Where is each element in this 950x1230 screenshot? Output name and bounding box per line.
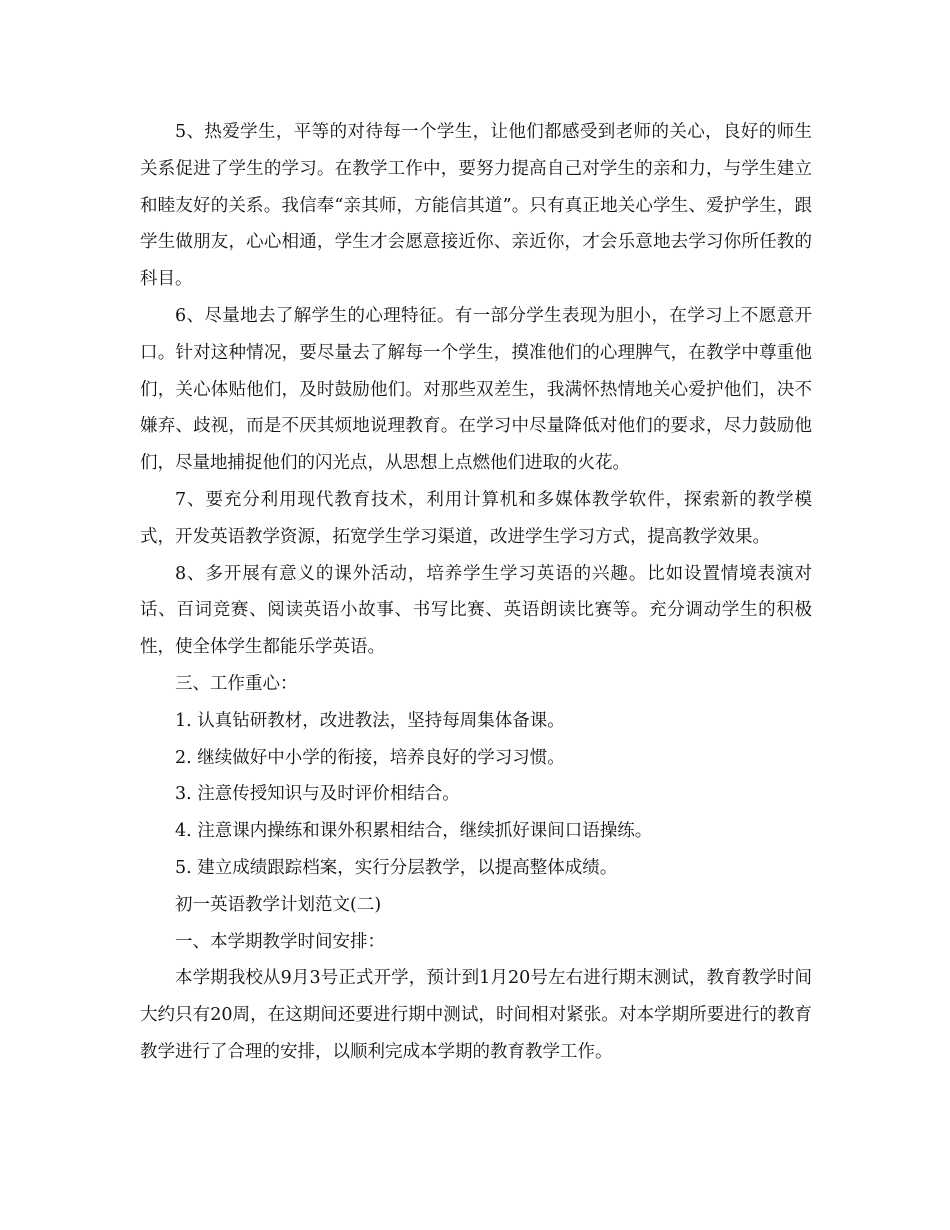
paragraph-item-5: 5、热爱学生，平等的对待每一个学生，让他们都感受到老师的关心，良好的师生关系促进了学生的学习。在教学工作中，要努力提高自己对学生的亲和力，与学生建立和睦友好的关系。我信奉“亲其师，方能信其道”。只有真正地关心学生、爱护学生，跟学生做朋友，心心相通，学生才会愿意接近你、亲近你，才会乐意地去学习你所任教的科目。 <box>140 122 812 290</box>
section-heading-work-focus: 三、工作重心： <box>175 673 298 694</box>
paragraph-item-8: 8、多开展有意义的课外活动，培养学生学习英语的兴趣。比如设置情境表演对话、百词竞赛、阅读英语小故事、书写比赛、英语朗读比赛等。充分调动学生的积极性，使全体学生都能乐学英语。 <box>140 563 812 658</box>
paragraph-item-7: 7、要充分利用现代教育技术，利用计算机和多媒体教学软件，探索新的教学模式，开发英语教学资源，拓宽学生学习渠道，改进学生学习方式，提高教学效果。 <box>140 489 812 547</box>
document-body <box>140 114 812 1071</box>
section-heading-schedule: 一、本学期教学时间安排： <box>175 931 385 952</box>
paragraph-item-6: 6、尽量地去了解学生的心理特征。有一部分学生表现为胆小，在学习上不愿意开口。针对这种情况，要尽量去了解每一个学生，摸准他们的心理脾气，在教学中尊重他们，关心体贴他们，及时鼓励他们。对那些双差生，我满怀热情地关心爱护他们，决不嫌弃、歧视，而是不厌其烦地说理教育。在学习中尽量降低对他们的要求，尽力鼓励他们，尽量地捕捉他们的闪光点，从思想上点燃他们进取的火花。 <box>140 305 812 474</box>
list-item-4: 4. 注意课内操练和课外积累相结合，继续抓好课间口语操练。 <box>175 821 653 842</box>
list-item-5: 5. 建立成绩跟踪档案，实行分层教学，以提高整体成绩。 <box>175 857 618 878</box>
schedule-paragraph: 本学期我校从9月3号正式开学，预计到1月20号左右进行期末测试，教育教学时间大约只有20周，在这期间还要进行期中测试，时间相对紧张。对本学期所要进行的教育教学进行了合理的安排，以顺利完成本学期的教育教学工作。 <box>140 968 812 1062</box>
list-item-2: 2. 继续做好中小学的衔接，培养良好的学习习惯。 <box>175 747 565 768</box>
list-item-1: 1. 认真钻研教材，改进教法，坚持每周集体备课。 <box>175 710 565 731</box>
list-item-3: 3. 注意传授知识与及时评价相结合。 <box>175 784 460 805</box>
sample-title-2: 初一英语教学计划范文(二) <box>175 894 382 915</box>
